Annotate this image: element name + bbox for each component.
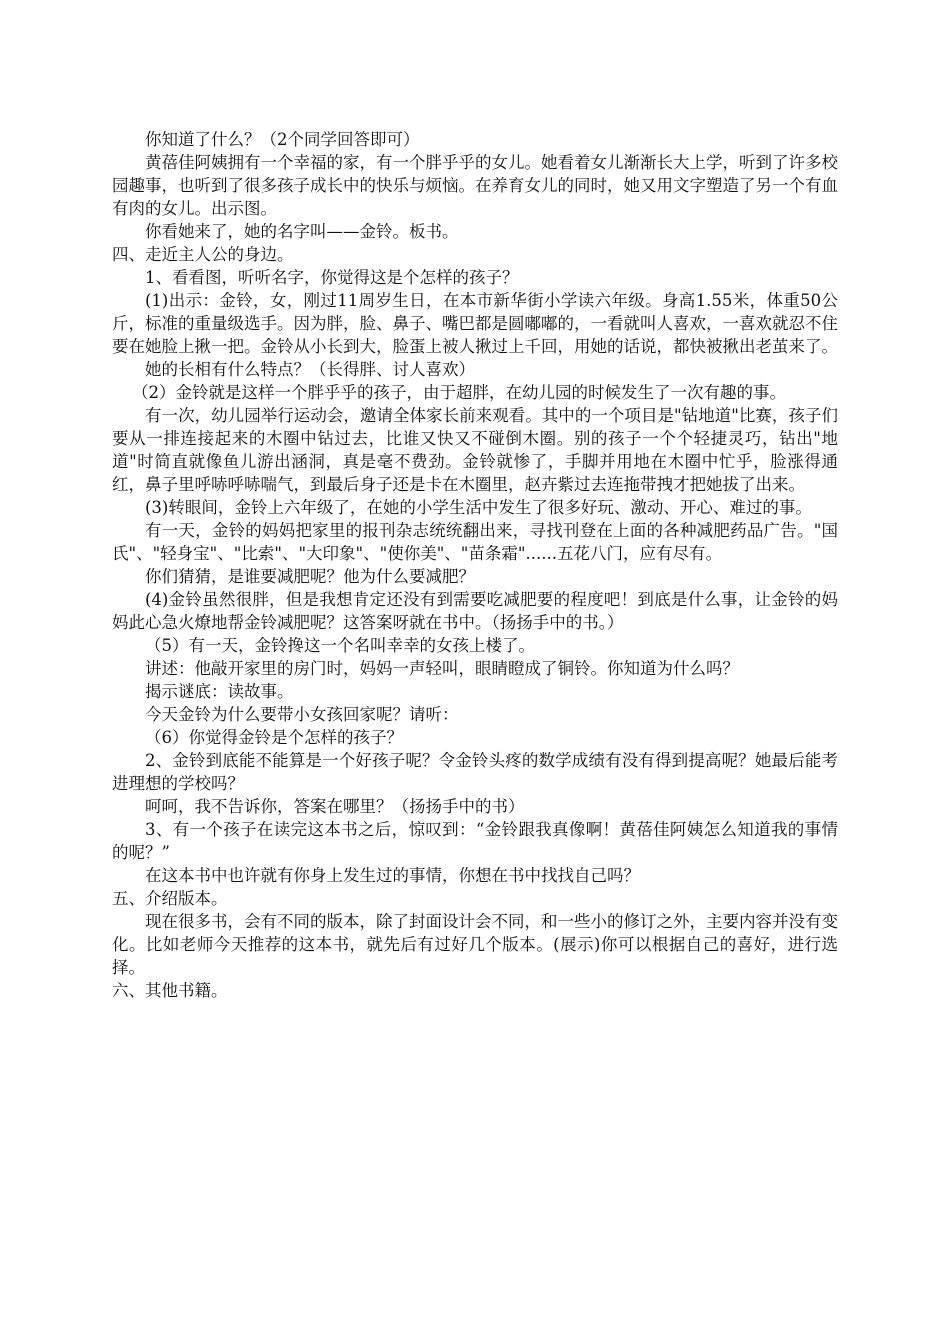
paragraph: 有一天，金铃的妈妈把家里的报刊杂志统统翻出来，寻找刊登在上面的各种减肥药品广告。"国氏"、"轻身宝"、"比索"、"大印象"、"使你美"、"苗条霜"......五花八门，应有尽有。: [112, 521, 838, 563]
paragraph: 今天金铃为什么要带小女孩回家呢？请听：: [145, 705, 459, 724]
paragraph: 在这本书中也许就有你身上发生过的事情，你想在书中找找自己吗？: [145, 866, 640, 885]
paragraph: 2、金铃到底能不能算是一个好孩子呢？令金铃头疼的数学成绩有没有得到提高呢？她最后能考进理想的学校吗？: [112, 751, 838, 793]
paragraph: 有一次，幼儿园举行运动会，邀请全体家长前来观看。其中的一个项目是"钻地道"比赛，孩子们要从一排连接起来的木圈中钻过去，比谁又快又不碰倒木圈。别的孩子一个个轻捷灵巧，钻出"地道"时简直就像鱼儿游出涵洞，真是毫不费劲。金铃就惨了，手脚并用地在木圈中忙乎，脸涨得通红，鼻子里呼哧呼哧喘气，到最后身子还是卡在木圈里，赵卉紫过去连拖带拽才把她拔了出来。: [112, 406, 838, 494]
paragraph: 呵呵，我不告诉你，答案在哪里？（扬扬手中的书）: [145, 797, 525, 816]
section-heading: 四、走近主人公的身边。: [112, 245, 294, 264]
paragraph: 3、有一个孩子在读完这本书之后，惊叹到：“金铃跟我真像啊！黄蓓佳阿姨怎么知道我的事情的呢？”: [112, 820, 838, 862]
paragraph: 讲述：他敲开家里的房门时，妈妈一声轻叫，眼睛瞪成了铜铃。你知道为什么吗？: [145, 659, 739, 678]
paragraph: （6）你觉得金铃是个怎样的孩子？: [145, 728, 403, 747]
paragraph: 揭示谜底：读故事。: [145, 682, 294, 701]
paragraph: 现在很多书，会有不同的版本，除了封面设计会不同，和一些小的修订之外，主要内容并没有变化。比如老师今天推荐的这本书，就先后有过好几个版本。(展示)你可以根据自己的喜好，进行选择。: [112, 912, 838, 977]
paragraph: 1、看看图，听听名字，你觉得这是个怎样的孩子？: [145, 268, 519, 287]
paragraph: 她的长相有什么特点？（长得胖、讨人喜欢）: [145, 360, 475, 379]
paragraph: 你知道了什么？（2个同学回答即可）: [145, 130, 420, 149]
paragraph: 你看她来了，她的名字叫——金铃。板书。: [145, 222, 459, 241]
paragraph: （2）金铃就是这样一个胖乎乎的孩子，由于超胖，在幼儿园的时候发生了一次有趣的事。: [132, 383, 786, 402]
paragraph: (1)出示：金铃，女，刚过11周岁生日，在本市新华街小学读六年级。身高1.55米，体重50公斤，标准的重量级选手。因为胖，脸、鼻子、嘴巴都是圆嘟嘟的，一看就叫人喜欢，一喜欢就忍不住要在她脸上揪一把。金铃从小长到大，脸蛋上被人揪过上千回，用她的话说，都快被揪出老茧来了。: [112, 291, 838, 356]
document-body: [112, 128, 838, 1002]
paragraph: 你们猜猜，是谁要减肥呢？他为什么要减肥？: [145, 567, 475, 586]
paragraph: 黄蓓佳阿姨拥有一个幸福的家，有一个胖乎乎的女儿。她看着女儿渐渐长大上学，听到了许多校园趣事，也听到了很多孩子成长中的快乐与烦恼。在养育女儿的同时，她又用文字塑造了另一个有血有肉的女儿。出示图。: [112, 153, 838, 218]
paragraph: (4)金铃虽然很胖，但是我想肯定还没有到需要吃减肥要的程度吧！到底是什么事，让金铃的妈妈此心急火燎地帮金铃减肥呢？这答案呀就在书中。（扬扬手中的书。）: [112, 590, 838, 632]
section-heading: 五、介绍版本。: [112, 889, 228, 908]
paragraph: (3)转眼间，金铃上六年级了，在她的小学生活中发生了很多好玩、激动、开心、难过的事。: [145, 498, 812, 517]
paragraph: （5）有一天，金铃搀这一个名叫幸幸的女孩上楼了。: [145, 636, 535, 655]
section-heading: 六、其他书籍。: [112, 981, 228, 1000]
